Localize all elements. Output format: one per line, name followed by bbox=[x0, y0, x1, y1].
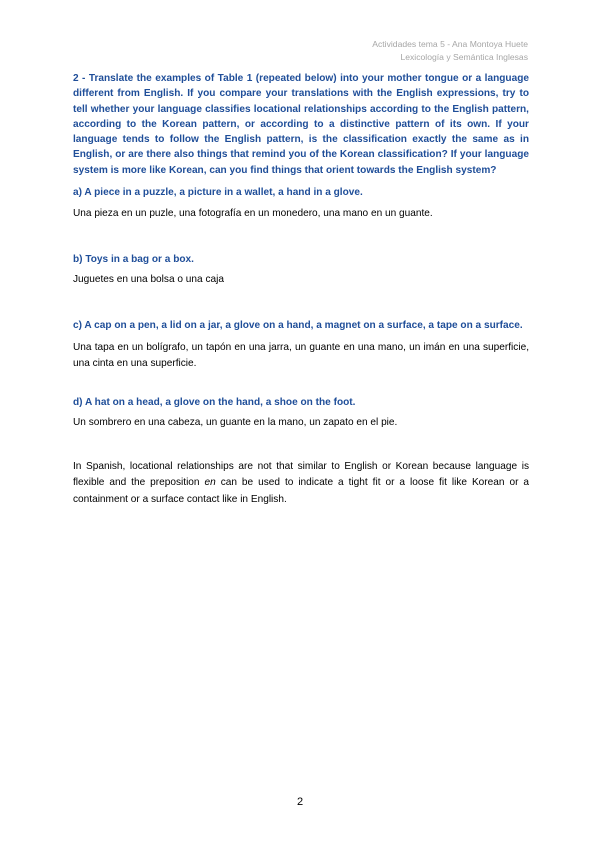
conclusion-text-start: In Spanish, locational relationships are not that similar to English or Korean because language is flexible and the preposition bbox=[73, 461, 529, 489]
conclusion-preposition: en bbox=[204, 477, 216, 489]
item-c-heading: c) A cap on a pen, a lid on a jar, a glove on a hand, a magnet on a surface, a tape on a surface. bbox=[73, 320, 523, 332]
item-b-answer: Juguetes en una bolsa o una caja bbox=[73, 274, 224, 286]
item-c-answer: Una tapa en un bolígrafo, un tapón en una jarra, un guante en una mano, un imán en una superficie, una cinta en una superficie. bbox=[73, 341, 529, 370]
item-a-answer: Una pieza en un puzle, una fotografía en un monedero, una mano en un guante. bbox=[73, 208, 433, 220]
page-header bbox=[372, 38, 528, 63]
conclusion-paragraph bbox=[73, 459, 529, 508]
header-line-subject: Lexicología y Semántica Inglesas bbox=[400, 51, 528, 62]
header-line-title: Actividades tema 5 - Ana Montoya Huete bbox=[372, 39, 528, 49]
page-number: 2 bbox=[296, 796, 304, 808]
question-prompt: 2 - Translate the examples of Table 1 (repeated below) into your mother tongue or a language different from English. If you compare your translations with the English expressions, try to tell whether your language classifies locational relationships according to the English pattern, according to the Korean pattern, or according to a distinctive pattern of its own. If your language tends to follow the English pattern, is the classification exactly the same as in English, or are there also things that remind you of the Korean classification? If your language system is more like Korean, can you find things that orient towards the English system? bbox=[73, 73, 529, 176]
item-a-heading: a) A piece in a puzzle, a picture in a wallet, a hand in a glove. bbox=[73, 187, 363, 199]
page-content bbox=[73, 71, 529, 508]
conclusion-text-end: can be used to indicate a tight fit or a loose fit like Korean or a containment or a surface contact like in English. bbox=[73, 477, 529, 505]
item-b-heading: b) Toys in a bag or a box. bbox=[73, 254, 194, 266]
item-d-answer: Un sombrero en una cabeza, un guante en la mano, un zapato en el pie. bbox=[73, 417, 398, 429]
item-d-heading: d) A hat on a head, a glove on the hand, a shoe on the foot. bbox=[73, 397, 356, 409]
